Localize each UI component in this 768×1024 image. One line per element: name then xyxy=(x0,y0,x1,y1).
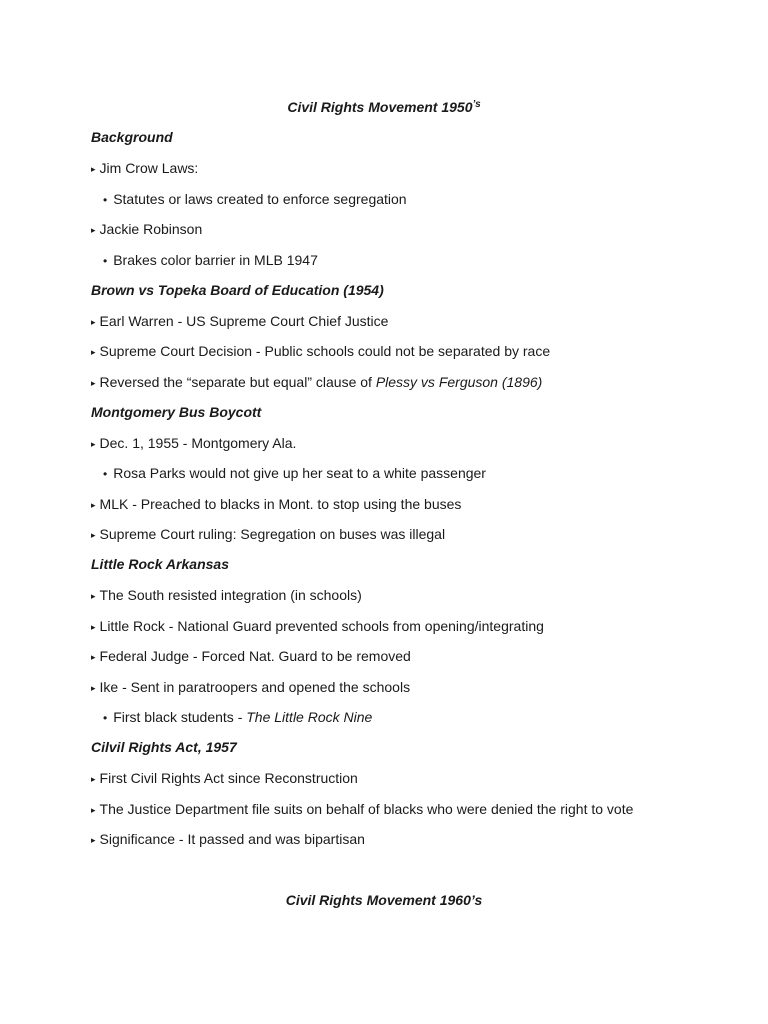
bullet-icon: ▸ xyxy=(91,500,96,510)
bullet-icon: ▸ xyxy=(91,164,96,174)
sub-bullet-icon: • xyxy=(103,254,108,268)
list-item-text: The South resisted integration (in schools) xyxy=(99,587,362,603)
sub-bullet-icon: • xyxy=(103,711,108,725)
heading-montgomery-bus-boycott: Montgomery Bus Boycott xyxy=(91,404,262,420)
title-main: Civil Rights Movement 1950 xyxy=(287,99,473,115)
list-item-text: Reversed the “separate but equal” clause of xyxy=(99,374,376,390)
list-item xyxy=(91,312,388,331)
bullet-icon: ▸ xyxy=(91,835,96,845)
bullet-icon: ▸ xyxy=(91,805,96,815)
group-name: The Little Rock Nine xyxy=(246,709,373,725)
list-item xyxy=(91,373,542,392)
heading-little-rock: Little Rock Arkansas xyxy=(91,556,229,572)
bullet-icon: ▸ xyxy=(91,439,96,449)
sub-list-item xyxy=(103,251,318,270)
list-item-text: Rosa Parks would not give up her seat to a white passenger xyxy=(113,465,486,481)
bullet-icon: ▸ xyxy=(91,774,96,784)
list-item xyxy=(91,769,358,788)
list-item-text: Significance - It passed and was bipartisan xyxy=(99,831,365,847)
list-item-text: First Civil Rights Act since Reconstruction xyxy=(99,770,358,786)
bullet-icon: ▸ xyxy=(91,530,96,540)
sub-list-item xyxy=(103,708,372,727)
list-item-text: Dec. 1, 1955 - Montgomery Ala. xyxy=(99,435,297,451)
bullet-icon: ▸ xyxy=(91,622,96,632)
list-item-text: Jackie Robinson xyxy=(99,221,203,237)
list-item-text: MLK - Preached to blacks in Mont. to stop using the buses xyxy=(99,496,462,512)
list-item xyxy=(91,586,362,605)
list-item-text: First black students - xyxy=(113,709,247,725)
list-item-text: Ike - Sent in paratroopers and opened the schools xyxy=(99,679,411,695)
list-item-text: Earl Warren - US Supreme Court Chief Justice xyxy=(99,313,389,329)
bullet-icon: ▸ xyxy=(91,683,96,693)
sub-list-item xyxy=(103,190,407,209)
bullet-icon: ▸ xyxy=(91,225,96,235)
list-item xyxy=(91,800,633,819)
list-item xyxy=(91,647,411,666)
bullet-icon: ▸ xyxy=(91,317,96,327)
list-item-text: Federal Judge - Forced Nat. Guard to be removed xyxy=(99,648,411,664)
bullet-icon: ▸ xyxy=(91,347,96,357)
list-item xyxy=(91,525,445,544)
list-item xyxy=(91,830,365,849)
list-item-text: Supreme Court ruling: Segregation on buses was illegal xyxy=(99,526,446,542)
bullet-icon: ▸ xyxy=(91,378,96,388)
list-item xyxy=(91,495,461,514)
list-item xyxy=(91,678,410,697)
sub-bullet-icon: • xyxy=(103,193,108,207)
list-item-text: Little Rock - National Guard prevented schools from opening/integrating xyxy=(99,618,544,634)
title-suffix: ’s xyxy=(472,99,481,110)
heading-civil-rights-act-1957: Cilvil Rights Act, 1957 xyxy=(91,739,237,755)
list-item-text: Statutes or laws created to enforce segregation xyxy=(113,191,407,207)
sub-bullet-icon: • xyxy=(103,467,108,481)
list-item xyxy=(91,159,198,178)
list-item xyxy=(91,617,544,636)
list-item-text: Supreme Court Decision - Public schools could not be separated by race xyxy=(99,343,551,359)
page-title-1960s: Civil Rights Movement 1960’s xyxy=(285,892,483,908)
list-item-text: The Justice Department file suits on behalf of blacks who were denied the right to vote xyxy=(99,801,634,817)
page-title-1950s xyxy=(0,96,768,116)
case-name: Plessy vs Ferguson (1896) xyxy=(375,374,543,390)
bullet-icon: ▸ xyxy=(91,652,96,662)
list-item-text: Jim Crow Laws: xyxy=(99,160,199,176)
list-item xyxy=(91,220,202,239)
list-item xyxy=(91,434,296,453)
heading-brown-vs-board: Brown vs Topeka Board of Education (1954) xyxy=(91,282,384,298)
sub-list-item xyxy=(103,464,486,483)
list-item-text: Brakes color barrier in MLB 1947 xyxy=(113,252,318,268)
bullet-icon: ▸ xyxy=(91,591,96,601)
heading-background: Background xyxy=(91,129,173,145)
list-item xyxy=(91,342,550,361)
